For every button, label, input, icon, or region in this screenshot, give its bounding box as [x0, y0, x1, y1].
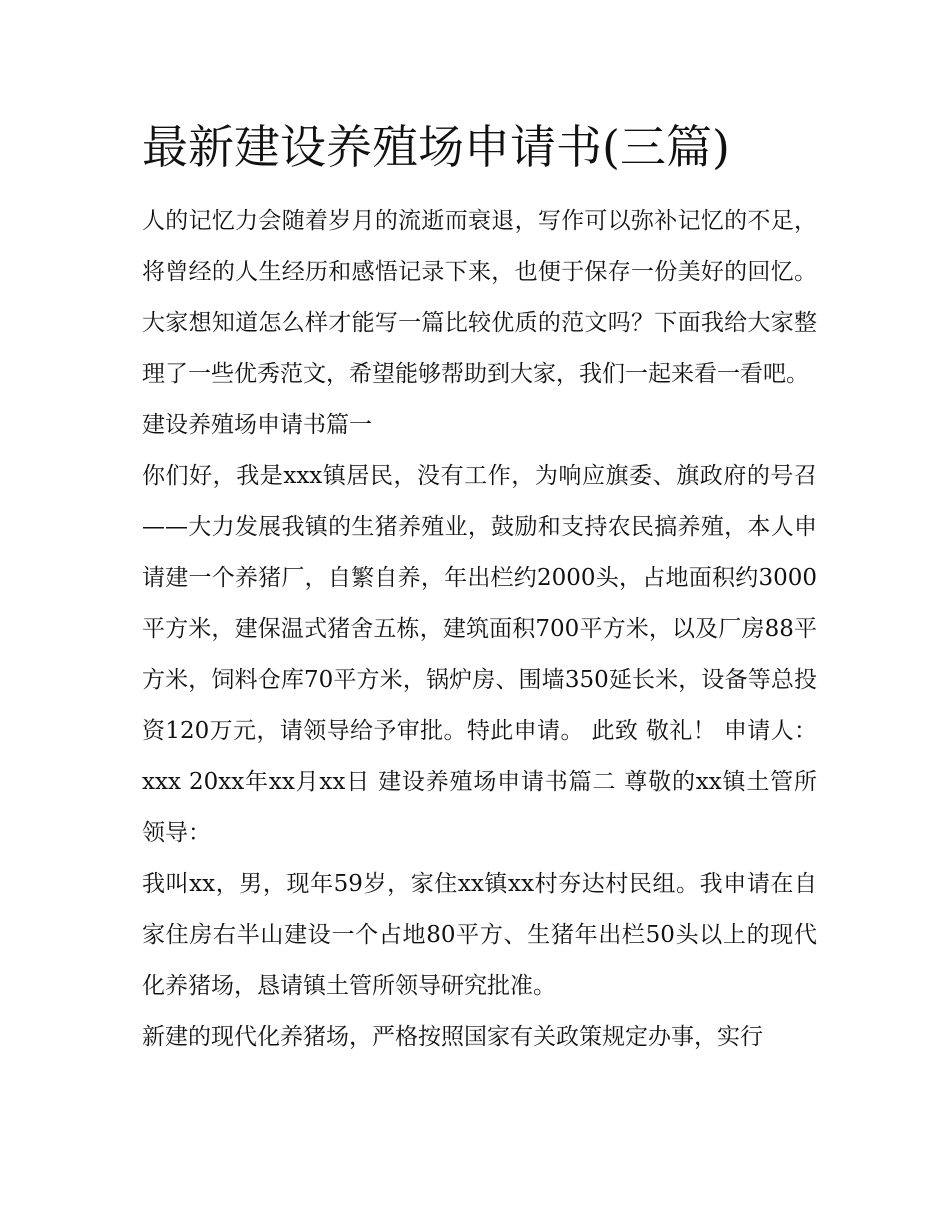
paragraph-application-two: 我叫xx，男，现年59岁，家住xx镇xx村夯达村民组。我申请在自家住房右半山建设一个占地80平方、生猪年出栏50头以上的现代化养猪场，恳请镇土管所领导研究批准。	[142, 871, 817, 999]
section-heading-one: 建设养殖场申请书篇一	[142, 412, 372, 438]
paragraph-application-one: 你们好，我是xxx镇居民，没有工作，为响应旗委、旗政府的号召——大力发展我镇的生猪养殖业，鼓励和支持农民搞养殖，本人申请建一个养猪厂，自繁自养，年出栏约2000头，占地面积约3000平方米，建保温式猪舍五栋，建筑面积700平方米，以及厂房88平方米，饲料仓库70平方米，锅炉房、围墙350延长米，设备等总投资120万元，请领导给予审批。特此申请。 此致 敬礼！ 申请人：xxx 20xx年xx月xx日 建设养殖场申请书篇二 尊敬的xx镇土管所领导：	[142, 463, 817, 846]
paragraph-intro: 人的记忆力会随着岁月的流逝而衰退，写作可以弥补记忆的不足，将曾经的人生经历和感悟记录下来，也便于保存一份美好的回忆。大家想知道怎么样才能写一篇比较优质的范文吗？下面我给大家整理了一些优秀范文，希望能够帮助到大家，我们一起来看一看吧。	[142, 208, 817, 387]
paragraph-application-two-continued: 新建的现代化养猪场，严格按照国家有关政策规定办事，实行	[142, 1024, 763, 1050]
document-body	[142, 196, 817, 1063]
document-title: 最新建设养殖场申请书(三篇)	[142, 120, 730, 174]
